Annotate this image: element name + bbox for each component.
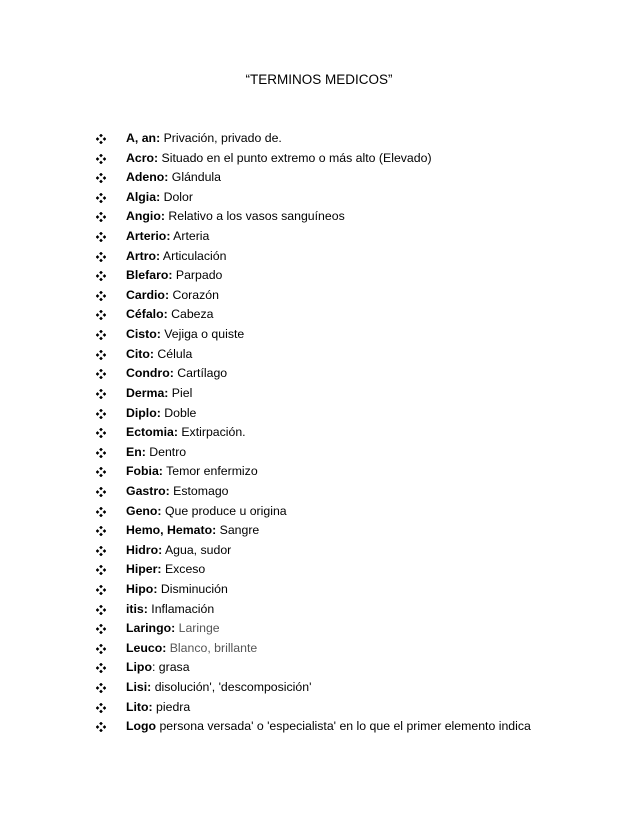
term-label: Derma: bbox=[126, 385, 169, 400]
diamond-bullet-icon bbox=[96, 389, 106, 399]
term-label: Geno: bbox=[126, 503, 162, 518]
term-label: Lipo bbox=[126, 660, 152, 675]
term-definition: Arteria bbox=[170, 229, 210, 244]
diamond-bullet-icon bbox=[96, 330, 106, 340]
terms-list bbox=[96, 129, 616, 737]
diamond-bullet-icon bbox=[96, 428, 106, 438]
diamond-bullet-icon bbox=[96, 487, 106, 497]
diamond-bullet-icon bbox=[96, 507, 106, 517]
term-definition: Blanco, brillante bbox=[166, 640, 258, 655]
diamond-bullet-icon bbox=[96, 134, 106, 144]
diamond-bullet-icon bbox=[96, 232, 106, 242]
diamond-bullet-icon bbox=[96, 605, 106, 615]
diamond-bullet-icon bbox=[96, 565, 106, 575]
diamond-bullet-icon bbox=[96, 252, 106, 262]
term-definition: Sangre bbox=[216, 523, 260, 538]
diamond-bullet-icon bbox=[96, 467, 106, 477]
term-definition: Agua, sudor bbox=[162, 542, 232, 557]
term-definition: Laringe bbox=[175, 621, 220, 636]
list-item bbox=[96, 384, 616, 404]
term-label: Hidro: bbox=[126, 542, 163, 557]
term-label: Lisi: bbox=[126, 680, 152, 695]
list-item bbox=[96, 188, 616, 208]
term-definition: Situado en el punto extremo o más alto (Elevado) bbox=[158, 150, 432, 165]
list-item bbox=[96, 560, 616, 580]
document-title: “TERMINOS MEDICOS” bbox=[245, 72, 393, 87]
term-label: itis: bbox=[126, 601, 148, 616]
diamond-bullet-icon bbox=[96, 546, 106, 556]
term-label: Leuco: bbox=[126, 640, 167, 655]
term-definition: Cabeza bbox=[167, 307, 214, 322]
diamond-bullet-icon bbox=[96, 448, 106, 458]
diamond-bullet-icon bbox=[96, 310, 106, 320]
diamond-bullet-icon bbox=[96, 212, 106, 222]
list-item bbox=[96, 227, 616, 247]
term-definition: Disminución bbox=[157, 582, 228, 597]
term-label: Adeno: bbox=[126, 170, 169, 185]
list-item bbox=[96, 541, 616, 561]
term-label: Angio: bbox=[126, 209, 165, 224]
term-label: En: bbox=[126, 444, 146, 459]
list-item bbox=[96, 364, 616, 384]
list-item bbox=[96, 325, 616, 345]
term-label: Logo bbox=[126, 719, 157, 734]
list-item bbox=[96, 502, 616, 522]
term-definition: Doble bbox=[160, 405, 197, 420]
list-item bbox=[96, 305, 616, 325]
diamond-bullet-icon bbox=[96, 624, 106, 634]
term-definition: Corazón bbox=[169, 287, 219, 302]
term-label: Artro: bbox=[126, 248, 161, 263]
term-label: Céfalo: bbox=[126, 307, 168, 322]
term-definition: Articulación bbox=[160, 248, 227, 263]
term-definition: Parpado bbox=[172, 268, 223, 283]
term-definition: Temor enfermizo bbox=[162, 464, 258, 479]
term-definition: Vejiga o quiste bbox=[160, 327, 245, 342]
diamond-bullet-icon bbox=[96, 369, 106, 379]
diamond-bullet-icon bbox=[96, 154, 106, 164]
term-label: Hiper: bbox=[126, 562, 162, 577]
term-definition: Dentro bbox=[145, 444, 187, 459]
term-label: Acro: bbox=[126, 150, 159, 165]
diamond-bullet-icon bbox=[96, 173, 106, 183]
term-definition: persona versada' o 'especialista' en lo que el primer elemento indica bbox=[156, 719, 531, 734]
term-label: Diplo: bbox=[126, 405, 161, 420]
diamond-bullet-icon bbox=[96, 683, 106, 693]
diamond-bullet-icon bbox=[96, 663, 106, 673]
list-item bbox=[96, 247, 616, 267]
term-definition: piedra bbox=[152, 699, 191, 714]
term-label: Cardio: bbox=[126, 287, 170, 302]
list-item bbox=[96, 345, 616, 365]
diamond-bullet-icon bbox=[96, 644, 106, 654]
list-item bbox=[96, 207, 616, 227]
list-item bbox=[96, 580, 616, 600]
list-item bbox=[96, 462, 616, 482]
term-definition: Privación, privado de. bbox=[160, 131, 282, 145]
list-item bbox=[96, 678, 616, 698]
term-label: Arterio: bbox=[126, 229, 171, 244]
term-label: Condro: bbox=[126, 366, 174, 381]
diamond-bullet-icon bbox=[96, 526, 106, 536]
term-definition: Inflamación bbox=[147, 601, 215, 616]
diamond-bullet-icon bbox=[96, 350, 106, 360]
diamond-bullet-icon bbox=[96, 585, 106, 595]
term-definition: Extirpación. bbox=[177, 425, 246, 440]
term-label: Fobia: bbox=[126, 464, 163, 479]
term-label: Cisto: bbox=[126, 327, 161, 342]
term-definition: Piel bbox=[168, 385, 193, 400]
list-item bbox=[96, 521, 616, 541]
term-label: A, an: bbox=[126, 131, 161, 145]
list-item bbox=[96, 423, 616, 443]
term-label: Ectomia: bbox=[126, 425, 178, 440]
term-definition: Cartílago bbox=[173, 366, 228, 381]
term-label: Lito: bbox=[126, 699, 153, 714]
diamond-bullet-icon bbox=[96, 722, 106, 732]
diamond-bullet-icon bbox=[96, 703, 106, 713]
list-item bbox=[96, 619, 616, 639]
list-item bbox=[96, 266, 616, 286]
diamond-bullet-icon bbox=[96, 291, 106, 301]
term-definition: Dolor bbox=[160, 189, 193, 204]
list-item bbox=[96, 149, 616, 169]
list-item bbox=[96, 129, 616, 149]
term-label: Algia: bbox=[126, 189, 161, 204]
term-label: Blefaro: bbox=[126, 268, 173, 283]
list-item bbox=[96, 404, 616, 424]
term-label: Hemo, Hemato: bbox=[126, 523, 217, 538]
term-definition: Exceso bbox=[161, 562, 206, 577]
diamond-bullet-icon bbox=[96, 193, 106, 203]
term-label: Cito: bbox=[126, 346, 154, 361]
list-item bbox=[96, 443, 616, 463]
term-definition: Célula bbox=[154, 346, 193, 361]
list-item bbox=[96, 658, 616, 678]
term-definition: : grasa bbox=[151, 660, 190, 675]
term-definition: disolución', 'descomposición' bbox=[151, 680, 312, 695]
term-label: Hipo: bbox=[126, 582, 158, 597]
term-definition: Relativo a los vasos sanguíneos bbox=[164, 209, 345, 224]
list-item bbox=[96, 168, 616, 188]
diamond-bullet-icon bbox=[96, 271, 106, 281]
list-item bbox=[96, 482, 616, 502]
term-definition: Que produce u origina bbox=[161, 503, 287, 518]
term-label: Gastro: bbox=[126, 483, 170, 498]
list-item bbox=[96, 698, 616, 718]
list-item bbox=[96, 717, 616, 737]
list-item bbox=[96, 600, 616, 620]
term-definition: Estomago bbox=[169, 483, 229, 498]
term-label: Laringo: bbox=[126, 621, 176, 636]
term-definition: Glándula bbox=[168, 170, 221, 185]
list-item bbox=[96, 639, 616, 659]
list-item bbox=[96, 286, 616, 306]
diamond-bullet-icon bbox=[96, 409, 106, 419]
